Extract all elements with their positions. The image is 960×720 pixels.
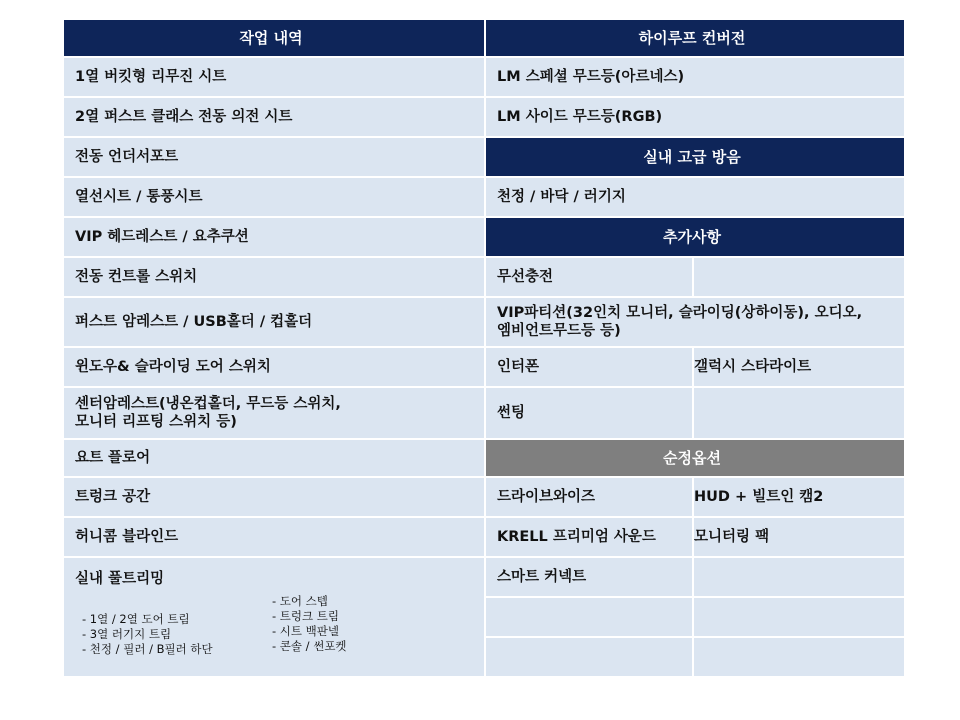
extras-row <box>486 388 904 440</box>
trim-item: - 트렁크 트림 <box>272 609 340 623</box>
oem-row <box>486 518 904 558</box>
oem-row-label: HUD + 빌트인 캠2 <box>694 489 824 505</box>
oem-row-empty <box>486 598 904 638</box>
work-row <box>64 440 484 478</box>
work-row-label: 트렁크 공간 <box>75 489 151 505</box>
extras-row <box>486 348 904 388</box>
header-extras-label: 추가사항 <box>663 228 721 246</box>
header-extras <box>486 218 904 258</box>
hiroof-row <box>486 58 904 98</box>
hiroof-row <box>486 98 904 138</box>
header-hiroof <box>486 20 904 58</box>
sub-column-divider <box>692 258 694 298</box>
trim-list-left <box>82 612 213 657</box>
extras-row <box>486 258 904 298</box>
trim-item: - 콘솔 / 썬포켓 <box>272 639 347 653</box>
extras-row-label: VIP파티션(32인치 모니터, 슬라이딩(상하이동), 오디오, 엠비언트무드등 등) <box>497 305 863 339</box>
work-row <box>64 518 484 558</box>
work-row <box>64 218 484 258</box>
work-row-label: 열선시트 / 통풍시트 <box>75 189 203 205</box>
work-row <box>64 478 484 518</box>
work-row-label: 2열 퍼스트 클래스 전동 의전 시트 <box>75 109 293 125</box>
header-soundproof <box>486 138 904 178</box>
extras-row-label: 인터폰 <box>497 359 540 375</box>
work-row-label: 허니콤 블라인드 <box>75 529 179 545</box>
work-row-label: 센터암레스트(냉온컵홀더, 무드등 스위치, 모니터 리프팅 스위치 등) <box>75 396 341 430</box>
header-oem-label: 순정옵션 <box>663 449 721 467</box>
soundproof-row-label: 천정 / 바닥 / 러기지 <box>497 189 626 205</box>
trim-item: - 3열 러기지 트림 <box>82 627 172 641</box>
hiroof-row-label: LM 스페셜 무드등(아르네스) <box>497 69 685 85</box>
oem-row-label: 스마트 커넥트 <box>497 569 587 585</box>
header-oem <box>486 440 904 478</box>
oem-row <box>486 478 904 518</box>
oem-row <box>486 558 904 598</box>
sub-column-divider <box>692 478 694 676</box>
work-row-label: 1열 버킷형 리무진 시트 <box>75 69 227 85</box>
work-row-label: VIP 헤드레스트 / 요추쿠션 <box>75 229 249 245</box>
work-row-label: 전동 언더서포트 <box>75 149 179 165</box>
header-soundproof-label: 실내 고급 방음 <box>643 148 741 166</box>
oem-row-label: KRELL 프리미엄 사운드 <box>497 529 656 545</box>
trim-item: - 천정 / 필러 / B필러 하단 <box>82 642 213 656</box>
work-row-label: 전동 컨트롤 스위치 <box>75 269 198 285</box>
extras-row-label: 갤럭시 스타라이트 <box>694 359 812 375</box>
oem-row-empty <box>486 638 904 676</box>
work-row-label: 윈도우& 슬라이딩 도어 스위치 <box>75 359 271 375</box>
oem-row-label: 모니터링 팩 <box>694 529 770 545</box>
work-row <box>64 98 484 138</box>
work-row <box>64 348 484 388</box>
extras-row-label: 썬팅 <box>497 405 526 421</box>
header-work-label: 작업 내역 <box>239 29 303 47</box>
work-row-label: 실내 풀트리밍 <box>75 571 165 587</box>
trim-item: - 시트 백판넬 <box>272 624 340 638</box>
soundproof-row <box>486 178 904 218</box>
work-row-label: 퍼스트 암레스트 / USB홀더 / 컵홀더 <box>75 314 313 330</box>
work-row <box>64 388 484 440</box>
extras-row-label: 무선충전 <box>497 269 554 285</box>
work-row <box>64 258 484 298</box>
oem-row-label: 드라이브와이즈 <box>497 489 596 505</box>
work-row-label: 요트 플로어 <box>75 450 151 466</box>
work-row <box>64 298 484 348</box>
work-table <box>64 20 904 676</box>
trim-list-right <box>272 594 347 654</box>
hiroof-row-label: LM 사이드 무드등(RGB) <box>497 109 663 125</box>
column-divider <box>484 20 486 676</box>
sub-column-divider <box>692 348 694 440</box>
work-row <box>64 58 484 98</box>
work-row <box>64 178 484 218</box>
extras-row <box>486 298 904 348</box>
header-hiroof-label: 하이루프 컨버전 <box>638 29 746 47</box>
trim-item: - 1열 / 2열 도어 트림 <box>82 612 190 626</box>
trim-item: - 도어 스텝 <box>272 594 328 608</box>
work-row <box>64 138 484 178</box>
header-work <box>64 20 484 58</box>
